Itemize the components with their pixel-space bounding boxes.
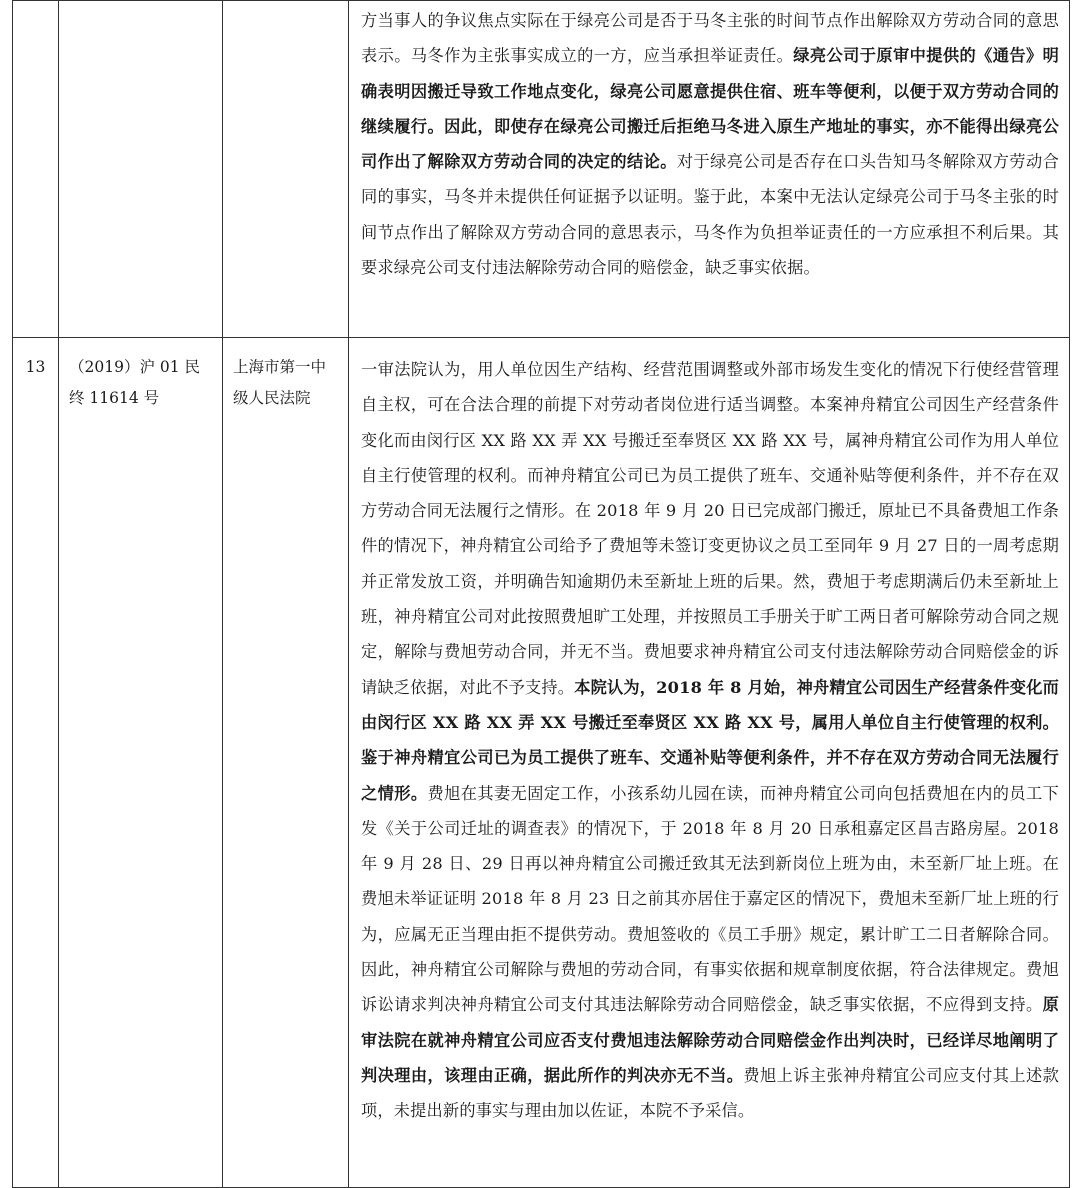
table-row [13, 1, 1070, 338]
text-segment: 费旭在其妻无固定工作，小孩系幼儿园在读，而神舟精宜公司向包括费旭在内的员工下发《关于公司迁址的调查表》的情况下，于 2018 年 8 月 20 日承租嘉定区昌吉路房屋。2018 年 9 月 28 日、29 日再以神舟精宜公司搬迁致其无法到新岗位上班为由，未至新厂址上班。在费旭未举证证明 2018 年 8 月 23 日之前其亦居住于嘉定区的情况下，费旭未至新厂址上班的行为，应属无正当理由拒不提供劳动。费旭签收的《员工手册》规定，累计旷工二日者解除合同。因此，神舟精宜公司解除与费旭的劳动合同，有事实依据和规章制度依据，符合法律规定。费旭诉讼请求判决神舟精宜公司支付其违法解除劳动合同赔偿金，缺乏事实依据，不应得到支持。 [361, 783, 1059, 1015]
case-number-cell [13, 1, 59, 338]
case-number-cell: 13 [13, 338, 59, 1188]
bold-text-segment: 原审法院在就神舟精宜公司应否支付费旭违法解除劳动合同赔偿金作出判决时，已经详尽地阐明了判决理由，该理由正确，据此所作的判决亦无不当。 [361, 995, 1059, 1085]
court-cell [223, 1, 349, 338]
text-segment: 对于绿亮公司是否存在口头告知马冬解除双方劳动合同的事实，马冬并未提供任何证据予以证明。鉴于此，本案中无法认定绿亮公司于马冬主张的时间节点作出了解除双方劳动合同的意思表示，马冬作为负担举证责任的一方应承担不利后果。其要求绿亮公司支付违法解除劳动合同的赔偿金，缺乏事实依据。 [361, 152, 1059, 278]
reasoning-cell [349, 1, 1070, 338]
court-cell: 上海市第一中级人民法院 [223, 338, 349, 1188]
case-table [12, 0, 1070, 1188]
reasoning-cell [349, 338, 1070, 1188]
case-id-cell: （2019）沪 01 民终 11614 号 [59, 338, 223, 1188]
bold-text-segment: 绿亮公司于原审中提供的《通告》明确表明因搬迁导致工作地点变化，绿亮公司愿意提供住宿、班车等便利，以便于双方劳动合同的继续履行。因此，即使存在绿亮公司搬迁后拒绝马冬进入原生产地址的事实，亦不能得出绿亮公司作出了解除双方劳动合同的决定的结论。 [361, 46, 1060, 172]
text-segment: 一审法院认为，用人单位因生产结构、经营范围调整或外部市场发生变化的情况下行使经营管理自主权，可在合法合理的前提下对劳动者岗位进行适当调整。本案神舟精宜公司因生产经营条件变化而由闵行区 XX 路 XX 弄 XX 号搬迁至奉贤区 XX 路 XX 号，属神舟精宜公司作为用人单位自主行使管理的权利。而神舟精宜公司已为员工提供了班车、交通补贴等便利条件，并不存在双方劳动合同无法履行之情形。在 2018 年 9 月 20 日已完成部门搬迁，原址已不具备费旭工作条件的情况下，神舟精宜公司给予了费旭等未签订变更协议之员工至同年 9 月 27 日的一周考虑期并正常发放工资，并明确告知逾期仍未至新址上班的后果。然，费旭于考虑期满后仍未至新址上班，神舟精宜公司对此按照费旭旷工处理，并按照员工手册关于旷工两日者可解除劳动合同之规定，解除与费旭劳动合同，并无不当。费旭要求神舟精宜公司支付违法解除劳动合同赔偿金的诉请缺乏依据，对此不予支持。 [361, 360, 1059, 697]
text-segment: 费旭上诉主张神舟精宜公司应支付其上述款项，未提出新的事实与理由加以佐证，本院不予采信。 [361, 1065, 1059, 1121]
bold-text-segment: 本院认为，2018 年 8 月始，神舟精宜公司因生产经营条件变化而由闵行区 XX 路 XX 弄 XX 号搬迁至奉贤区 XX 路 XX 号，属用人单位自主行使管理的权利。鉴于神舟精宜公司已为员工提供了班车、交通补贴等便利条件，并不存在双方劳动合同无法履行之情形。 [361, 677, 1059, 803]
case-id-cell [59, 1, 223, 338]
text-segment: 方当事人的争议焦点实际在于绿亮公司是否于马冬主张的时间节点作出解除双方劳动合同的意思表示。马冬作为主张事实成立的一方，应当承担举证责任。 [361, 11, 1059, 66]
table-row [13, 338, 1070, 1188]
